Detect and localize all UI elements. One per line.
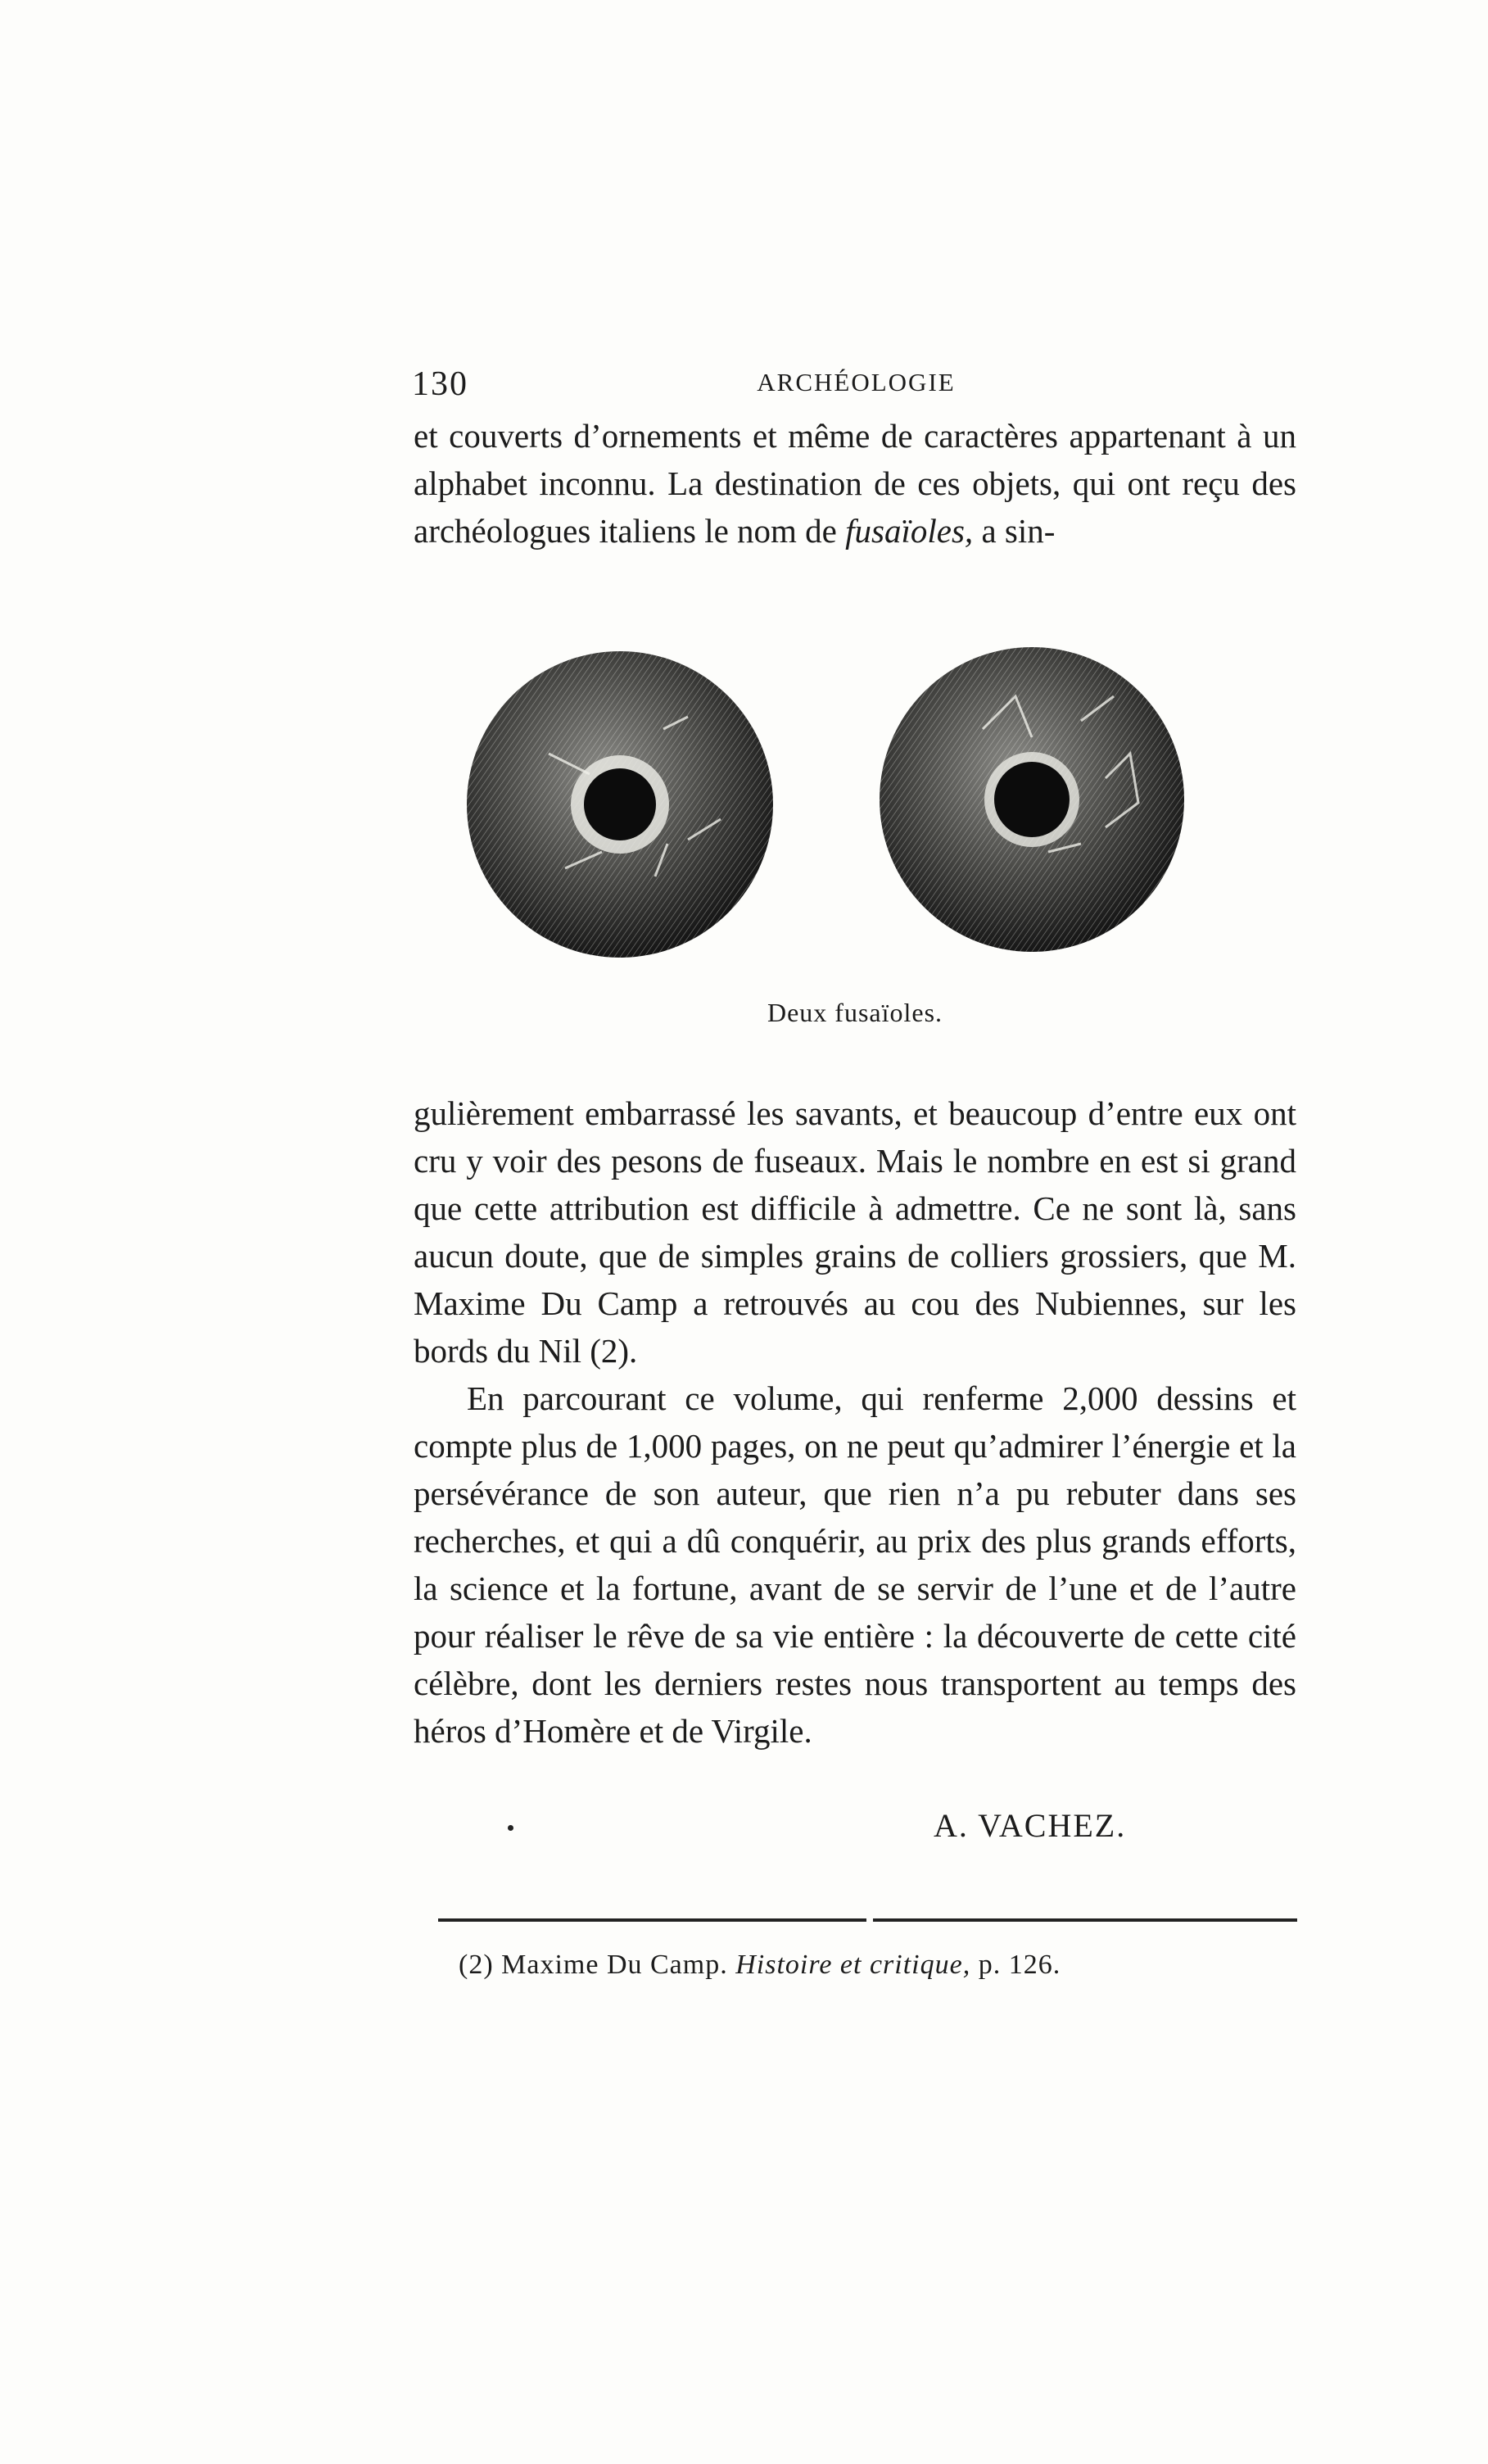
whorl-right	[880, 647, 1184, 952]
stray-dot	[508, 1825, 513, 1831]
footnote-pages: p. 126.	[970, 1950, 1061, 1980]
footnote-rule-right	[873, 1918, 1297, 1922]
figure-two-spindle-whorls	[459, 639, 1196, 967]
paragraph-1-text: et couverts d’ornements et même de caractères appartenant à un alphabet inconnu. La destination de ces objets, qui ont reçu des archéologues italiens le nom de	[414, 417, 1296, 550]
page-header	[412, 365, 1300, 414]
footnote-rule-left	[438, 1918, 866, 1922]
author-signature: A. VACHEZ.	[934, 1807, 1127, 1844]
footnote-marker: (2) Maxime Du Camp.	[459, 1950, 736, 1980]
footnote	[459, 1950, 1061, 1981]
page-number: 130	[412, 365, 468, 403]
main-text	[414, 1089, 1296, 1755]
figure-caption: Deux fusaïoles.	[767, 998, 943, 1027]
paragraph-2: gulièrement embarrassé les savants, et beaucoup d’entre eux ont cru y voir des pesons de fuseaux. Mais le nombre en est si grand que cette attribution est difficile à admettre. Ce ne sont là, sans aucun doute, que de simples grains de colliers grossiers, que M. Maxime Du Camp a retrouvés au cou des Nubiennes, sur les bords du Nil (2).	[414, 1094, 1296, 1370]
whorl-left	[467, 651, 773, 958]
paragraph-3: En parcourant ce volume, qui renferme 2,000 dessins et compte plus de 1,000 pages, on ne peut qu’admirer l’énergie et la persévérance de son auteur, que rien n’a pu rebuter dans ses recherches, et qui a dû conquérir, au prix des plus grands efforts, la science et la fortune, avant de se servir de l’une et de l’autre pour réaliser le rêve de sa vie entière : la découverte de cette cité célèbre, dont les derniers restes nous transportent au temps des héros d’Homère et de Virgile.	[414, 1379, 1296, 1750]
paragraph-1-end: a sin-	[973, 512, 1056, 550]
spindle-whorls-illustration	[459, 639, 1196, 967]
paragraph-continued	[414, 412, 1296, 555]
running-title: ARCHÉOLOGIE	[757, 368, 956, 396]
term-fusaioles: fusaïoles,	[845, 512, 974, 550]
footnote-title: Histoire et critique,	[735, 1950, 971, 1980]
